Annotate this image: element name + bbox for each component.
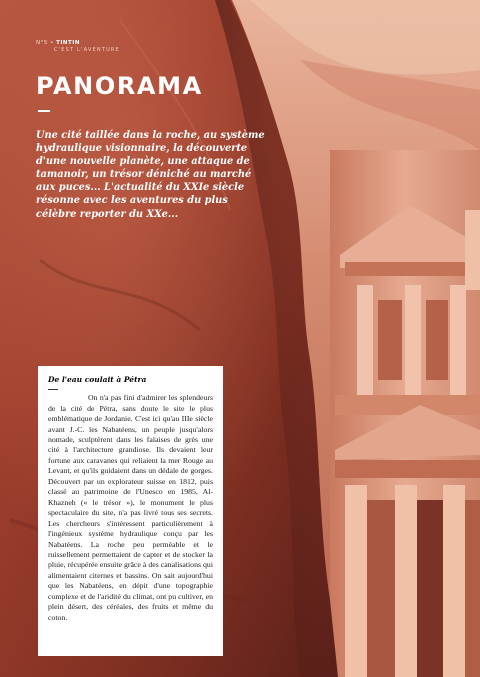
sidebar-title-rule (48, 389, 58, 390)
intro-paragraph: Une cité taillée dans la roche, au système hydraulique visionnaire, la découverte d'une nouvelle planète, une attaque de tamanoir, un trésor déniché au marché aux puces... L'actualité du XXIe siècle résonne avec les aventures du plus célèbre reporter du XXe... (36, 130, 265, 220)
page-title: PANORAMA (36, 72, 203, 100)
section-name: C'EST L'AVENTURE (54, 47, 120, 53)
sidebar-body: On n'a pas fini d'admirer les splendeurs de la cité de Pétra, sans doute le site le plus emblématique de Jordanie. C'est ici qu'au IIIe siècle avant J.-C. les Nabatéens, un peuple jusqu'alors nomade, sculptèrent dans les falaises de grès une cité à l'architecture grandiose. Ils devaient leur fortune aux caravanes qui reliaient la mer Rouge au Levant, et qu'ils guidaient dans un dédale de gorges. Découvert par un explorateur suisse en 1812, puis classé au patrimoine de l'Unesco en 1985, Al-Khazneh (« le trésor »), le monument le plus spectaculaire du site, n'a pas livré tous ses secrets. Les chercheurs s'intéressent particulièrement à l'ingénieux système hydraulique conçu par les Nabatéens. La roche peu perméable et le ruissellement permettaient de capter et de stocker la pluie, récupérée ensuite grâce à des canalisations qui alimentaient citernes et bassins. On sait aujourd'hui que les Nabatéens, en dépit d'une topographie complexe et de l'aridité du climat, ont pu cultiver, en plein désert, des céréales, des fruits et même du coton. (48, 393, 213, 622)
running-header (36, 40, 80, 46)
magazine-name: TINTIN (56, 40, 80, 46)
bullet-dot: • (50, 40, 57, 46)
issue-number: N°5 (36, 40, 48, 46)
sidebar-title: De l'eau coulait à Pétra (48, 375, 147, 384)
title-rule (38, 110, 50, 112)
treasury-facade (330, 150, 480, 677)
sidebar-box (38, 366, 223, 656)
